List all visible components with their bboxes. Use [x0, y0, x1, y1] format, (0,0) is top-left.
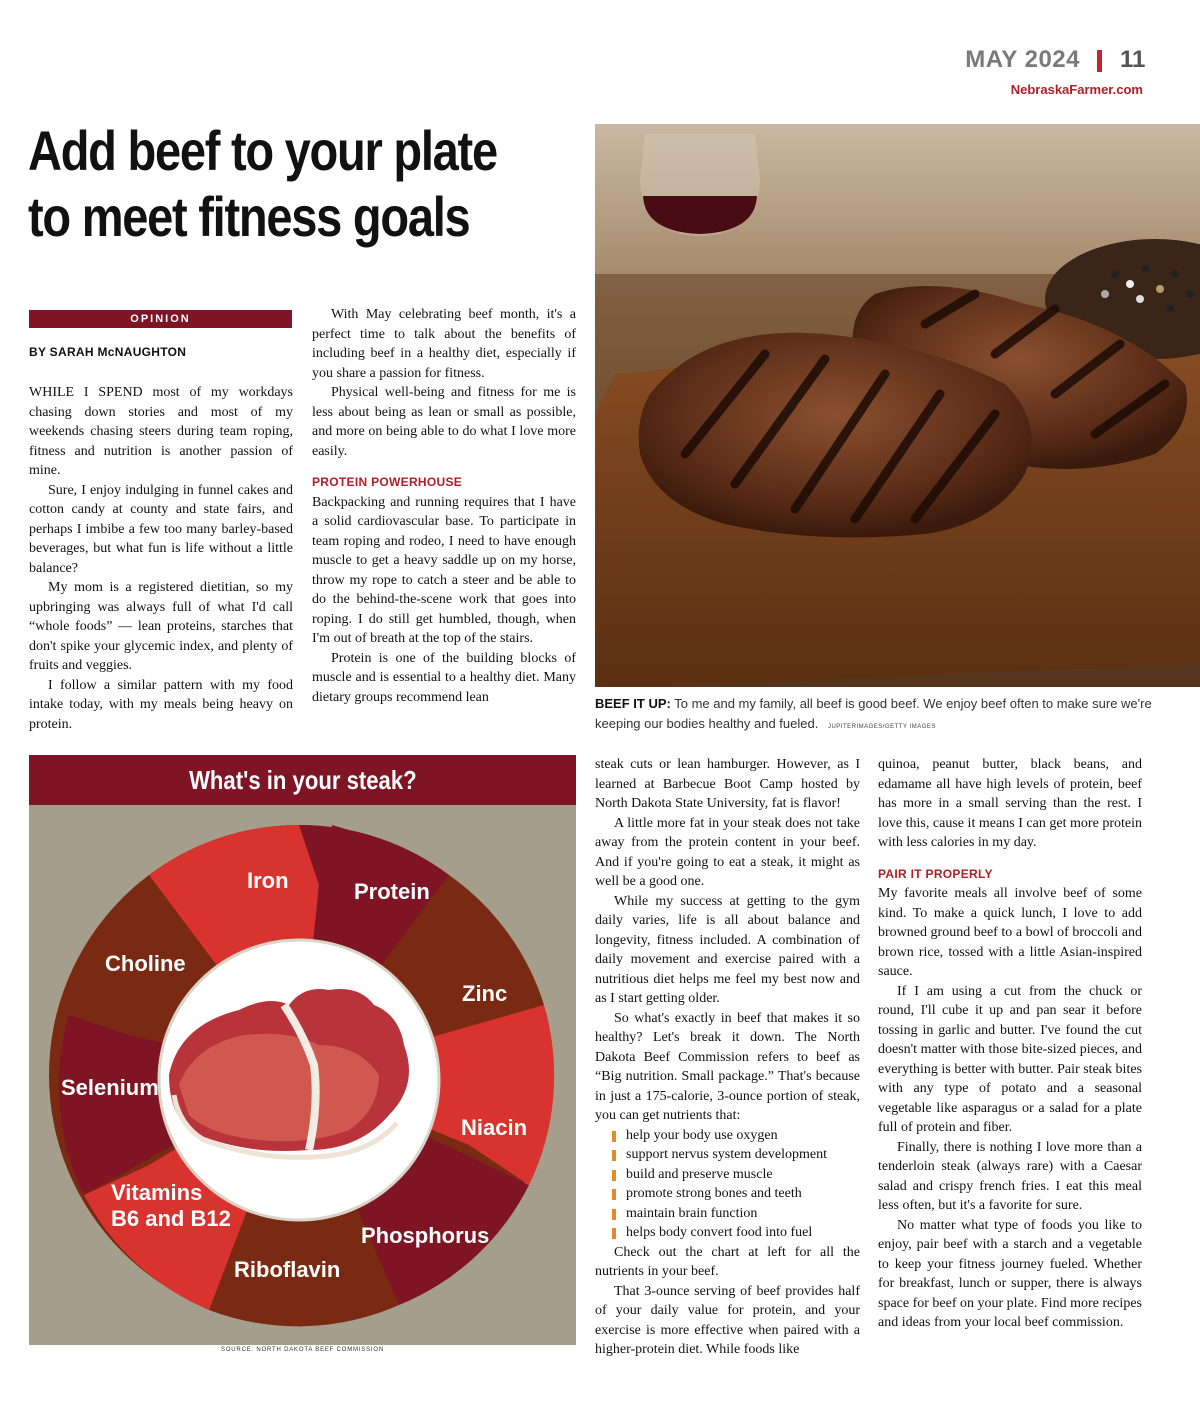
paragraph: Check out the chart at left for all the nutrients in your beef.	[595, 1244, 860, 1279]
list-item: support nervus system development	[595, 1145, 860, 1165]
paragraph: My mom is a registered dietitian, so my upbringing was always full of what I'd call “whole foods” — lean proteins, starches that don't spike your glycemic index, and plenty of fruits and veggies.	[29, 580, 293, 673]
caption-text: To me and my family, all beef is good beef. We enjoy beef often to make sure we're keeping our bodies healthy and fueled.	[595, 696, 1152, 731]
page-number: 11	[1120, 46, 1146, 73]
site-url[interactable]: NebraskaFarmer.com	[1010, 82, 1143, 97]
paragraph: So what's exactly in beef that makes it so healthy? Let's break it down. The North Dakota Beef Commission refers to beef as “Big nutrition. Small package.” That's because in just a 175-calorie, 3-ounce portion of steak, you can get nutrients that:	[595, 1010, 860, 1123]
paragraph: quinoa, peanut butter, black beans, and edamame all have high levels of protein, beef has more in a small serving than the rest. I love this, cause it means I can get more protein with less calories in my day.	[878, 757, 1142, 850]
byline: BY SARAH McNAUGHTON	[29, 345, 187, 359]
nutrient-wheel	[29, 805, 576, 1345]
paragraph: A little more fat in your steak does not take away from the protein content in your beef. And if you're going to eat a steak, it might as well be a good one.	[595, 815, 860, 889]
list-item: maintain brain function	[595, 1204, 860, 1224]
paragraph: Finally, there is nothing I love more than a tenderloin steak (always rare) with a Caesar salad and crispy french fries. I eat this meal less often, but it's a favorite for sure.	[878, 1139, 1142, 1213]
section-tag: OPINION	[29, 310, 292, 328]
article-column-1	[29, 383, 293, 734]
paragraph: Protein is one of the building blocks of muscle and is essential to a healthy diet. Many dietary groups recommend lean	[312, 650, 576, 705]
nutrient-iron: Iron	[247, 868, 289, 893]
steak-photo	[595, 124, 1200, 687]
paragraph: If I am using a cut from the chuck or round, I'll cube it up and pan sear it before tossing in garlic and butter. I've found the cut doesn't matter with those bite-sized pieces, and everything is better with butter. Pair steak bites with any type of potato and a seasonal vegetable like asparagus or a salad for a plate full of protein and fiber.	[878, 983, 1142, 1135]
list-item: build and preserve muscle	[595, 1165, 860, 1185]
paragraph: Physical well-being and fitness for me is less about being as lean or small as possible, and more on being able to do what I love more easily.	[312, 385, 576, 459]
paragraph: With May celebrating beef month, it's a perfect time to talk about the benefits of including beef in a healthy diet, especially if you share a passion for fitness.	[312, 307, 576, 381]
nutrient-selenium: Selenium	[61, 1075, 159, 1100]
article-column-2	[312, 305, 576, 707]
paragraph: My favorite meals all involve beef of some kind. To make a quick lunch, I love to add browned ground beef to a bowl of broccoli and brown rice, tossed with a little Asian-inspired sauce.	[878, 886, 1142, 979]
paragraph: While my success at getting to the gym daily varies, life is all about balance and longevity, fitness included. A combination of daily movement and exercise paired with a nutritious diet helps me feel my best now and as I start getting older.	[595, 893, 860, 1006]
photo-caption	[595, 694, 1195, 737]
paragraph: I follow a similar pattern with my food intake today, with my meals being heavy on protein.	[29, 677, 293, 732]
paragraph: Backpacking and running requires that I have a solid cardiovascular base. To participate in team roping and rodeo, I need to have enough muscle to get a heavy saddle up on my horse, throw my rope to catch a steer and be able to do the behind-the-scene work that goes into roping. I do still get humbled, though, when I'm out of breath at the top of the stairs.	[312, 494, 576, 646]
headline-line-1: Add beef to your plate	[28, 119, 497, 182]
list-item: promote strong bones and teeth	[595, 1184, 860, 1204]
nutrient-protein: Protein	[354, 879, 430, 904]
nutrient-niacin: Niacin	[461, 1115, 528, 1140]
nutrient-vitamins-line-2: B6 and B12	[111, 1206, 231, 1231]
paragraph: WHILE I SPEND most of my workdays chasing down stories and most of my weekends chasing steers during team roping, fitness and nutrition is another passion of mine.	[29, 385, 293, 478]
infographic-title	[29, 755, 576, 805]
caption-lead: BEEF IT UP:	[595, 696, 671, 711]
article-column-4	[878, 755, 1142, 1333]
paragraph: steak cuts or lean hamburger. However, as I learned at Barbecue Boot Camp hosted by North Dakota State University, fat is flavor!	[595, 757, 860, 811]
article-column-3	[595, 755, 860, 1360]
paragraph: Sure, I enjoy indulging in funnel cakes and cotton candy at county and state fairs, and perhaps I imbibe a few too many barley-based beverages, but what fun is life without a little balance?	[29, 482, 293, 576]
nutrient-zinc: Zinc	[462, 981, 508, 1006]
headline	[28, 118, 498, 250]
nutrient-riboflavin: Riboflavin	[234, 1257, 341, 1282]
subhead-protein: PROTEIN POWERHOUSE	[312, 475, 463, 489]
photo-credit: JUPITERIMAGES/GETTY IMAGES	[827, 724, 936, 730]
paragraph: That 3-ounce serving of beef provides half of your daily value for protein, and your exercise is more effective when paired with a higher-protein diet. While foods like	[595, 1283, 860, 1357]
nutrient-vitamins-line-1: Vitamins	[111, 1180, 203, 1205]
paragraph: No matter what type of foods you like to enjoy, pair beef with a starch and a vegetable to keep your fitness journey fueled. Whether for breakfast, lunch or supper, there is always space for beef on your plate. Find more recipes and ideas from your local beef commission.	[878, 1217, 1142, 1330]
nutrient-benefits-list	[595, 1126, 860, 1243]
list-item: helps body convert food into fuel	[595, 1223, 860, 1243]
infographic-source: SOURCE: NORTH DAKOTA BEEF COMMISSION	[221, 1347, 384, 1353]
nutrient-choline: Choline	[105, 951, 186, 976]
subhead-pair: PAIR IT PROPERLY	[878, 866, 993, 881]
nutrient-phosphorus: Phosphorus	[361, 1223, 490, 1248]
issue-date: MAY 2024	[965, 46, 1080, 73]
headline-line-2: to meet fitness goals	[28, 185, 470, 248]
nutrient-infographic	[29, 755, 576, 1345]
header-divider	[1097, 50, 1102, 72]
infographic-title-text: What's in your steak?	[188, 765, 417, 795]
list-item: help your body use oxygen	[595, 1126, 860, 1146]
